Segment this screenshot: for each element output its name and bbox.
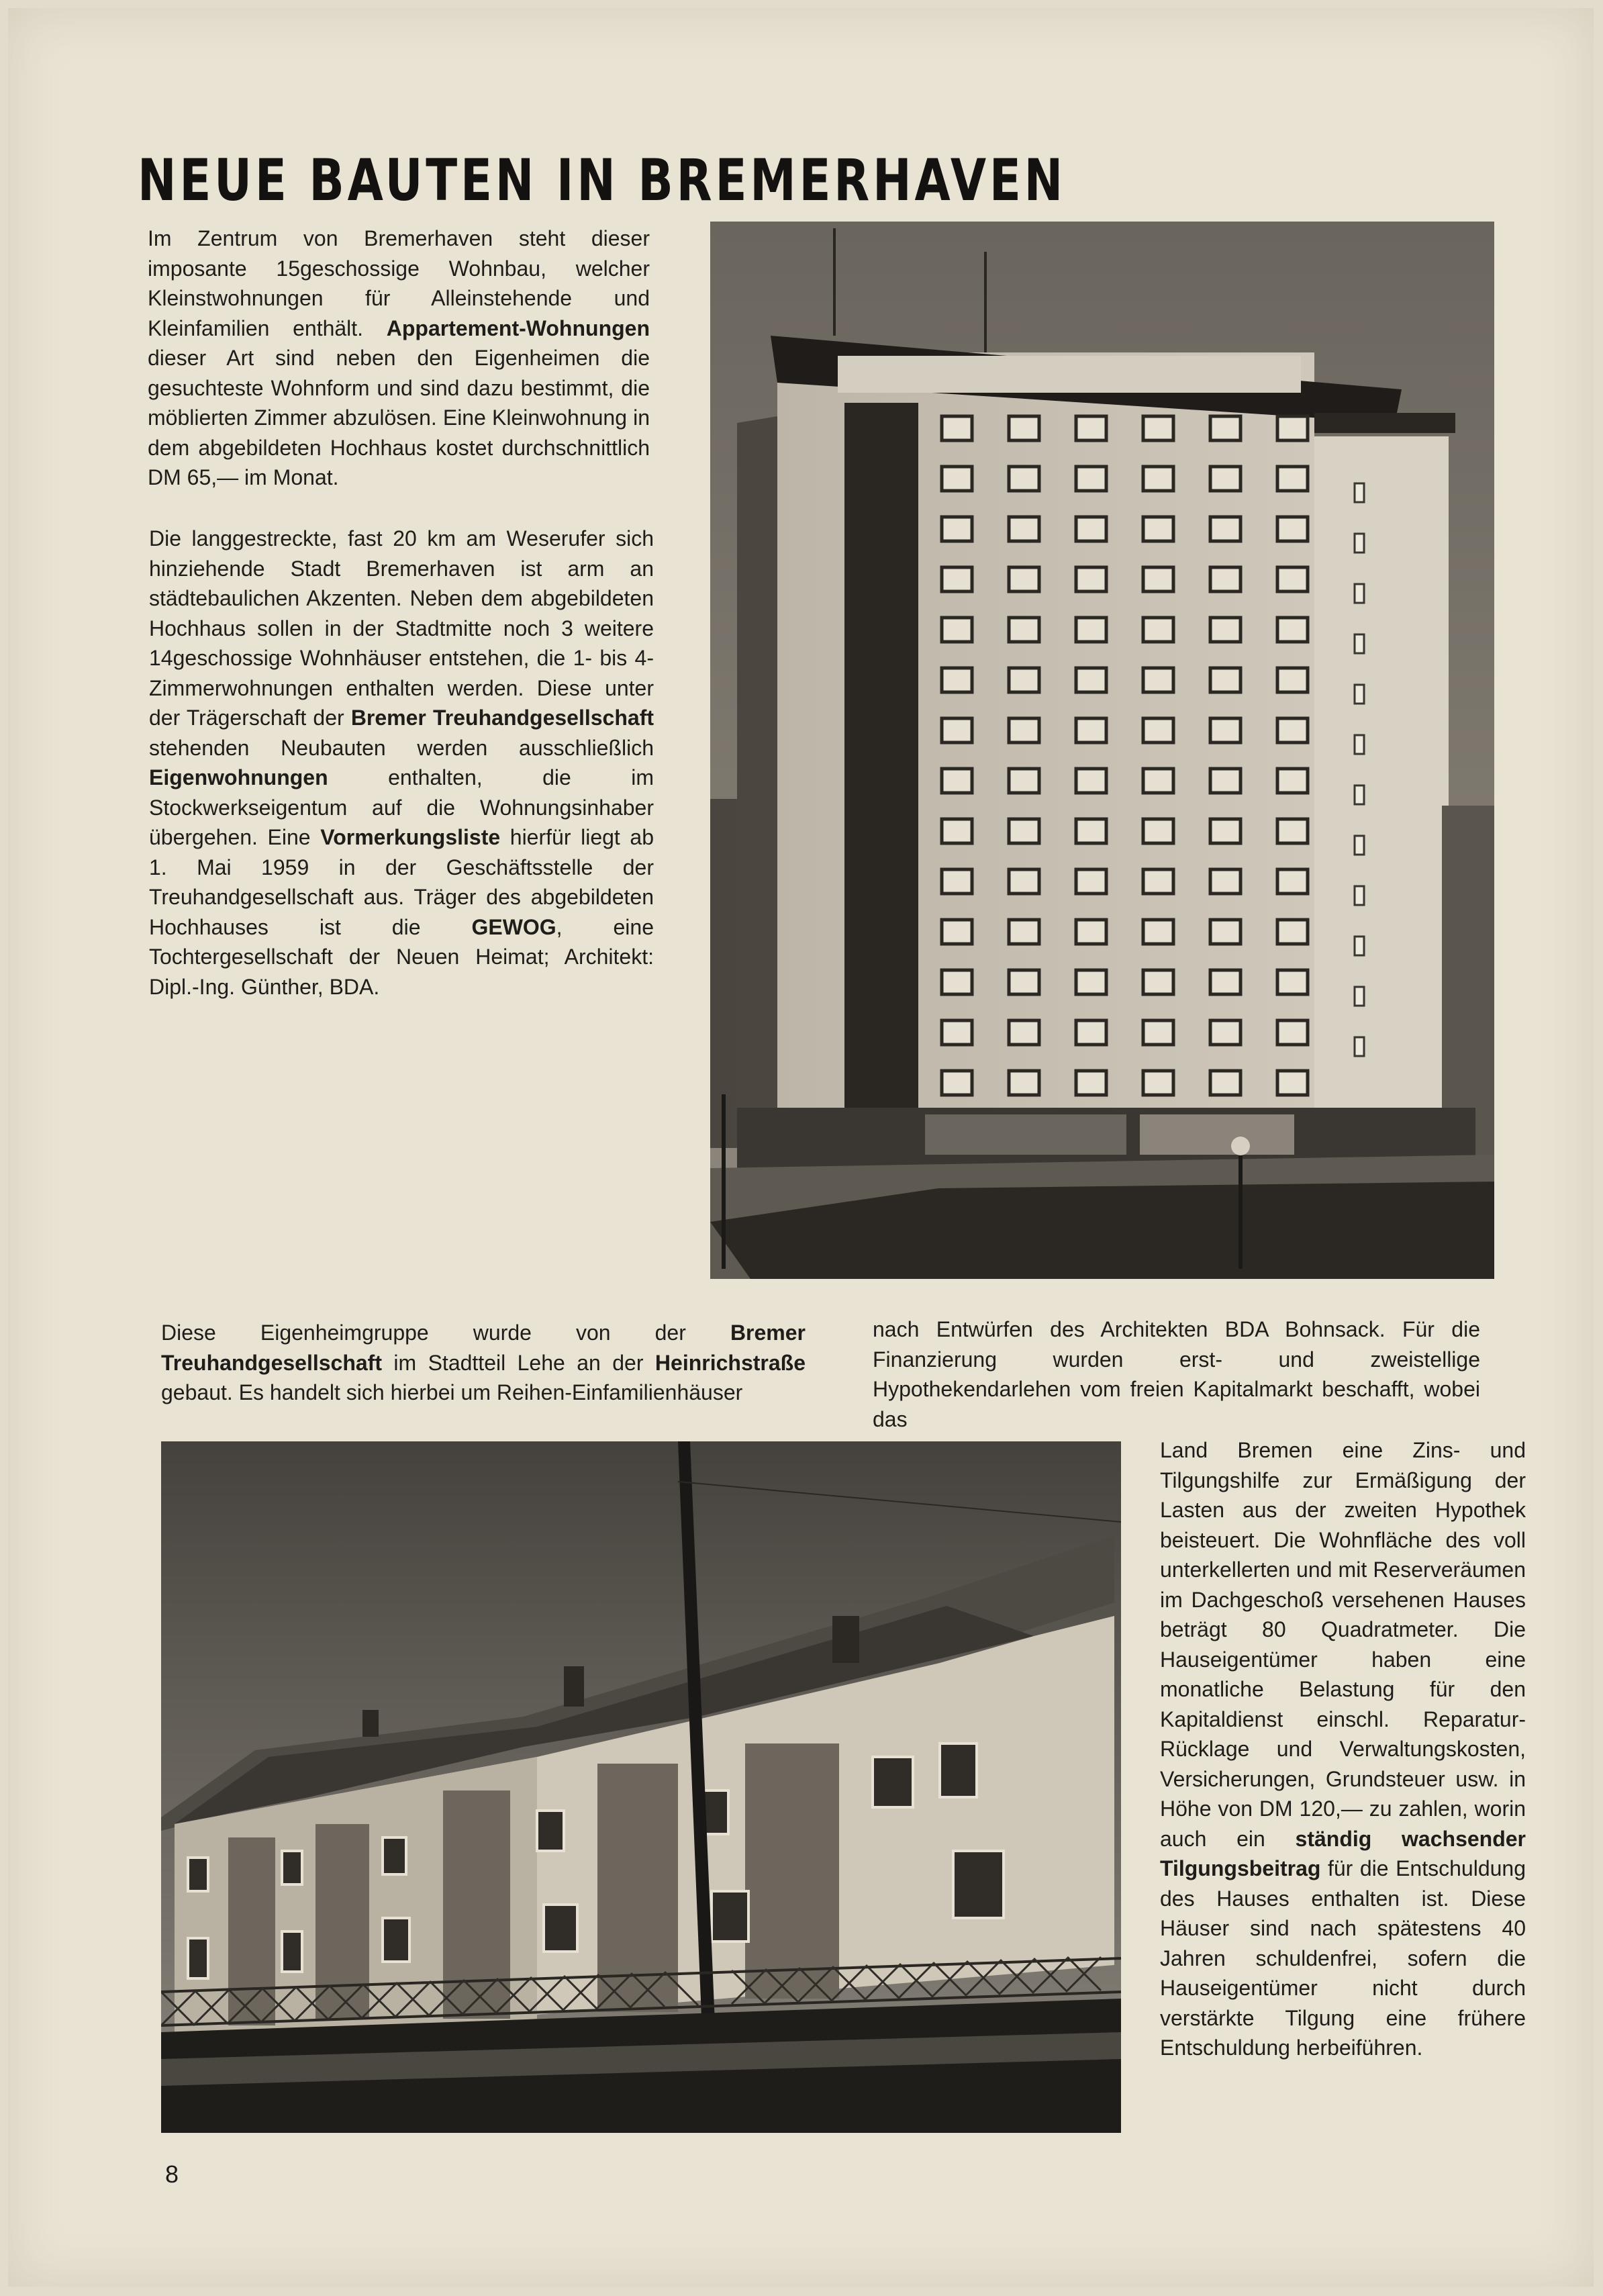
- body-text: Die langgestreckte, fast 20 km am Weserufer sich hinziehende Stadt Bremerhaven ist arm an städtebaulichen Akzenten. Neben dem abgebildeten Hochhaus sollen in der Stadtmitte noch 3 weitere 14geschossige Wohnhäuser entstehen, die 1- bis 4-Zimmerwohnungen enthalten werden. Diese unter der Trägerschaft der: [149, 526, 654, 730]
- emphasis-text: Appartement-Wohnungen: [386, 316, 650, 340]
- body-text: stehenden Neubauten werden ausschließlich: [149, 735, 654, 760]
- emphasis-text: ständig wachsender Tilgungsbeitrag: [1160, 1826, 1526, 1880]
- emphasis-text: Bremer Treuhandgesellschaft: [161, 1321, 806, 1375]
- row-houses-photo: [161, 1441, 1121, 2133]
- body-text: Im Zentrum von Bremerhaven steht dieser imposante 15geschossige Wohnbau, welcher Kleinstwohnungen für Alleinstehende und Kleinfamilien enthält.: [148, 226, 650, 340]
- houses-caption-right: [873, 1314, 1480, 1434]
- body-text: dieser Art sind neben den Eigenheimen die gesuchteste Wohnform und sind dazu bestimmt, die möblierten Zimmer abzulösen. Eine Kleinwohnung in dem abgebildeten Hochhaus kostet durchschnittlich DM 65,— im Monat.: [148, 346, 650, 489]
- page-number: 8: [165, 2160, 179, 2188]
- intro-paragraph: [148, 224, 650, 493]
- body-text: , eine Tochtergesellschaft der Neuen Heimat; Architekt: Dipl.-Ing. Günther, BDA.: [149, 914, 654, 999]
- body-text: im Stadtteil Lehe an der: [381, 1350, 655, 1375]
- body-text: hierfür liegt ab 1. Mai 1959 in der Geschäftsstelle der Treuhandgesellschaft aus. Träger des abgebildeten Hochhauses ist die: [149, 825, 654, 939]
- emphasis-text: GEWOG: [471, 914, 556, 939]
- page-title: NEUE BAUTEN IN BREMERHAVEN: [138, 146, 1067, 214]
- emphasis-text: Bremer Treuhandgesellschaft: [350, 706, 654, 730]
- emphasis-text: Heinrichstraße: [654, 1350, 806, 1375]
- body-text: Land Bremen eine Zins- und Tilgungshilfe zur Ermäßigung der Lasten aus der zweiten Hypothek beisteuert. Die Wohnfläche des voll unterkellerten und mit Reserveräumen im Dachgeschoß versehenen Hauses beträgt 80 Quadratmeter. Die Hauseigentümer haben eine monatliche Belastung für den Kapitaldienst einschl. Reparatur-Rücklage und Verwaltungskosten, Versicherungen, Grundsteuer usw. in Höhe von DM 120,— zu zahlen, worin auch ein: [1160, 1438, 1526, 1851]
- houses-caption-left: [161, 1318, 806, 1408]
- emphasis-text: Eigenwohnungen: [149, 765, 328, 790]
- body-text: gebaut. Es handelt sich hierbei um Reihen-Einfamilienhäuser: [161, 1380, 743, 1404]
- body-text: Diese Eigenheimgruppe wurde von der: [161, 1321, 730, 1345]
- context-paragraph: [149, 524, 654, 1002]
- emphasis-text: Vormerkungsliste: [320, 825, 501, 849]
- houses-financing-text: [1160, 1435, 1526, 2063]
- body-text: enthalten, die im Stockwerkseigentum auf die Wohnungsinhaber übergehen. Eine: [149, 765, 654, 849]
- body-text: für die Entschuldung des Hauses enthalten ist. Diese Häuser sind nach spätestens 40 Jahren schuldenfrei, sofern die Hauseigentümer nicht durch verstärkte Tilgung eine frühere Entschuldung herbeiführen.: [1160, 1856, 1526, 2060]
- body-text: nach Entwürfen des Architekten BDA Bohnsack. Für die Finanzierung wurden erst- und zweistellige Hypothekendarlehen vom freien Kapitalmarkt beschafft, wobei das: [873, 1317, 1480, 1431]
- tower-photo: [710, 222, 1494, 1279]
